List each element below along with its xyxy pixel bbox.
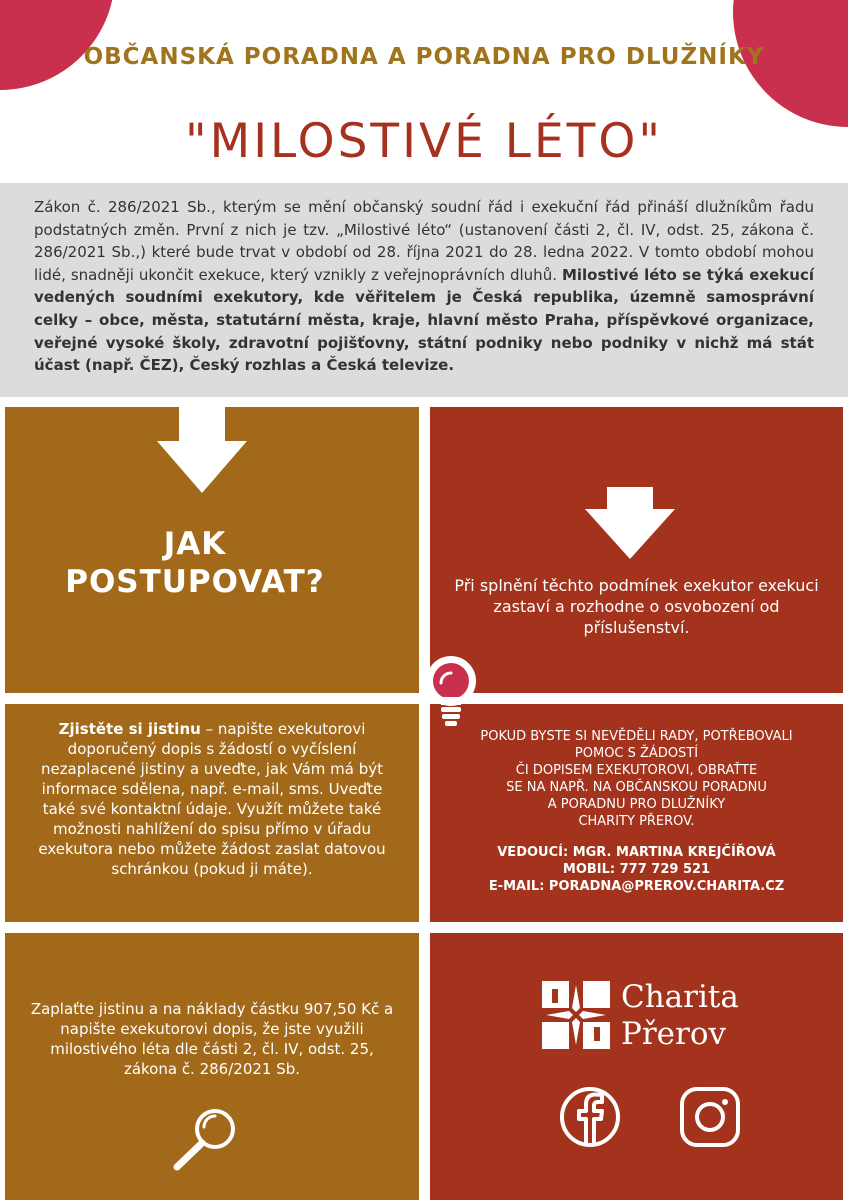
contact-line: POMOC S ŽÁDOSTÍ xyxy=(574,746,699,761)
step-find-principal-bold: Zjistěte si jistinu xyxy=(58,720,201,738)
intro-section xyxy=(0,183,848,397)
facebook-icon[interactable] xyxy=(558,1085,622,1149)
contact-mobile[interactable]: MOBIL: 777 729 521 xyxy=(562,862,711,877)
contact-text xyxy=(436,728,837,895)
intro-text: Zákon č. 286/2021 Sb., kterým se mění občanský soudní řád i exekuční řád přináší dlužníkům řadu podstatných změn. První z nich je tzv. „Milostivé léto“ (ustanovení části 2, čl. IV, odst. 25, zákona č. 286/2021 Sb.,) které bude trvat v období od 28. října 2021 do 28. ledna 2022. V tomto období mohou lidé, snadněji ukončit exekuce, který vznikly z veřejnoprávních dluhů. xyxy=(34,198,814,284)
step-pay-principal-text: Zaplaťte jistinu a na náklady částku 907,50 Kč a napište exekutorovi dopis, že jste využili milostivého léta dle části 2, čl. IV, odst. 25, zákona č. 286/2021 Sb. xyxy=(30,1000,394,1078)
contact-line: ČI DOPISEM EXEKUTOROVI, OBRAŤTE xyxy=(515,763,758,778)
arrow-down-icon xyxy=(157,407,247,493)
step-find-principal-text xyxy=(25,719,399,879)
step-find-principal-panel xyxy=(5,704,419,922)
charita-logo-line-2: Přerov xyxy=(621,1016,727,1052)
contact-line: CHARITY PŘEROV. xyxy=(578,814,695,829)
result-panel xyxy=(430,407,843,693)
magnifier-icon xyxy=(165,1105,245,1175)
heading-line-1: JAK xyxy=(163,526,227,562)
charita-logo-line-1: Charita xyxy=(621,979,739,1015)
charita-logo-text xyxy=(621,979,739,1053)
arrow-down-icon xyxy=(585,487,675,559)
lightbulb-icon xyxy=(423,653,479,733)
contact-line: A PORADNU PRO DLUŽNÍKY xyxy=(547,797,726,812)
page-title: "MILOSTIVÉ LÉTO" xyxy=(185,114,663,169)
org-title: OBČANSKÁ PORADNA A PORADNA PRO DLUŽNÍKY xyxy=(83,44,765,70)
how-to-proceed-panel xyxy=(5,407,419,693)
heading-line-2: POSTUPOVAT? xyxy=(65,564,325,600)
step-find-principal-body: – napište exekutorovi doporučený dopis s žádostí o vyčíslení nezaplacené jistiny a uveďte, jak Vám má být informace sdělena, např. e-mail, sms. Uveďte také své kontaktní údaje. Využít můžete také možnosti nahlížení do spisu přímo v úřadu exekutora nebo můžete žádost zaslat datovou schránkou (pokud ji máte). xyxy=(38,720,386,878)
step-pay-principal-panel xyxy=(5,933,419,1200)
contact-leader: VEDOUCÍ: MGR. MARTINA KREJČÍŘOVÁ xyxy=(497,845,776,860)
contact-line: POKUD BYSTE SI NEVĚDĚLI RADY, POTŘEBOVALI xyxy=(480,729,793,744)
instagram-icon[interactable] xyxy=(678,1085,742,1149)
charita-cross-logo xyxy=(542,981,610,1049)
contact-panel xyxy=(430,704,843,922)
intro-bold-text: Milostivé léto se týká exekucí vedených soudními exekutory, kde věřitelem je Česká republika, územně samosprávní celky – obce, města, statutární města, kraje, hlavní město Praha, příspěvkové organizace, veřejné vysoké školy, zdravotní pojišťovny, státní podniky nebo podniky v nichž má stát účast (např. ČEZ), Český rozhlas a Česká televize. xyxy=(34,265,814,375)
how-to-proceed-heading xyxy=(5,525,385,601)
contact-email[interactable]: E-MAIL: PORADNA@PREROV.CHARITA.CZ xyxy=(488,879,785,894)
charita-panel xyxy=(430,933,843,1200)
result-text: Při splnění těchto podmínek exekutor exekuci zastaví a rozhodne o osvobození od příslušenství. xyxy=(454,576,819,637)
intro-paragraph xyxy=(34,196,814,377)
contact-line: SE NA NAPŘ. NA OBČANSKOU PORADNU xyxy=(506,780,767,795)
